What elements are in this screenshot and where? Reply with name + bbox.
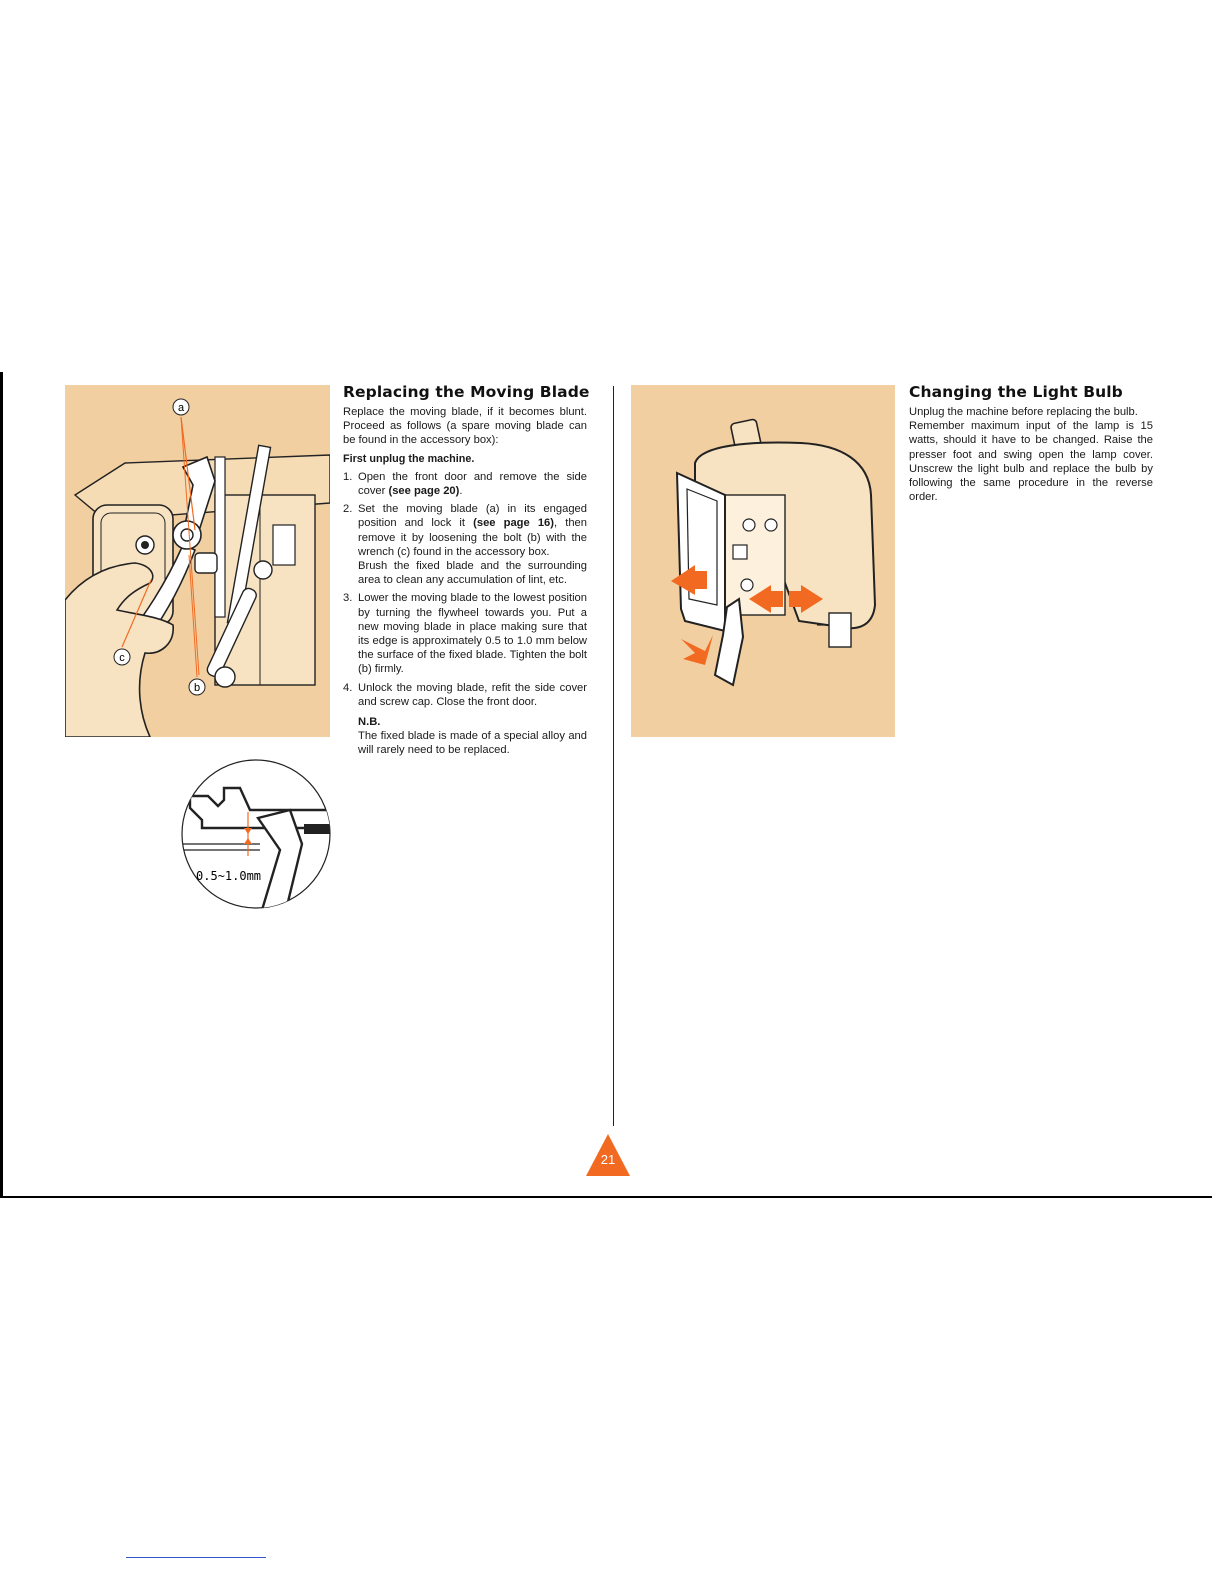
moving-blade-title: Replacing the Moving Blade — [343, 383, 590, 401]
step-item: 2. Set the moving blade (a) in its engaged position and lock it (see page 16), then remove it by loosening the bolt (b) with the wrench (c) found in the accessory box. Brush the fixed blade and the surrounding area to clean any accumulation of lint, etc. — [343, 503, 587, 587]
center-divider — [613, 386, 614, 1126]
step-list — [343, 470, 587, 709]
lamp-cover-drawing — [631, 385, 895, 737]
moving-blade-illustration — [65, 385, 330, 737]
blade-replacement-drawing — [65, 385, 330, 737]
nb-note — [343, 715, 587, 758]
nb-title: N.B. — [358, 716, 381, 729]
footer-rule — [126, 1557, 266, 1558]
unplug-warning: First unplug the machine. — [343, 452, 475, 465]
page-number: 21 — [600, 1152, 616, 1167]
moving-blade-intro: Replace the moving blade, if it becomes blunt. Proceed as follows (a spare moving blade can be found in the accessory box): — [343, 406, 587, 447]
step-item: 3. Lower the moving blade to the lowest position by turning the flywheel towards you. Put a new moving blade in place making sure that its edge is approximately 0.5 to 1.0 mm below the surface of the fixed blade. Tighten the bolt (b) firmly. — [343, 592, 587, 676]
label-a: a — [177, 402, 185, 414]
light-bulb-illustration — [631, 385, 895, 737]
step-note: Brush the fixed blade and the surrounding area to clean any accumulation of lint, etc. — [358, 560, 587, 587]
page-reference: (see page 16) — [473, 517, 555, 530]
step-item: 4. Unlock the moving blade, refit the side cover and screw cap. Close the front door. — [343, 681, 587, 708]
page-reference: (see page 20) — [388, 485, 460, 498]
blade-gap-detail — [178, 758, 334, 910]
label-b: b — [193, 682, 201, 694]
gauge-label: 0.5~1.0mm — [196, 869, 262, 883]
light-bulb-paragraph: Unplug the machine before replacing the bulb. — [909, 406, 1138, 418]
light-bulb-title: Changing the Light Bulb — [909, 383, 1123, 401]
nb-text: The fixed blade is made of a special alloy and will rarely need to be replaced. — [358, 730, 587, 757]
step-item: 1. Open the front door and remove the side cover (see page 20). — [343, 470, 587, 498]
light-bulb-instructions — [909, 405, 1153, 507]
moving-blade-instructions — [343, 405, 587, 758]
label-c: c — [119, 652, 125, 664]
light-bulb-paragraph: Remember maximum input of the lamp is 15 watts, should it have to be changed. Raise the presser foot and swing open the lamp cover. Unscrew the light bulb and replace the bulb by following the same procedure in the reverse order. — [909, 420, 1153, 504]
